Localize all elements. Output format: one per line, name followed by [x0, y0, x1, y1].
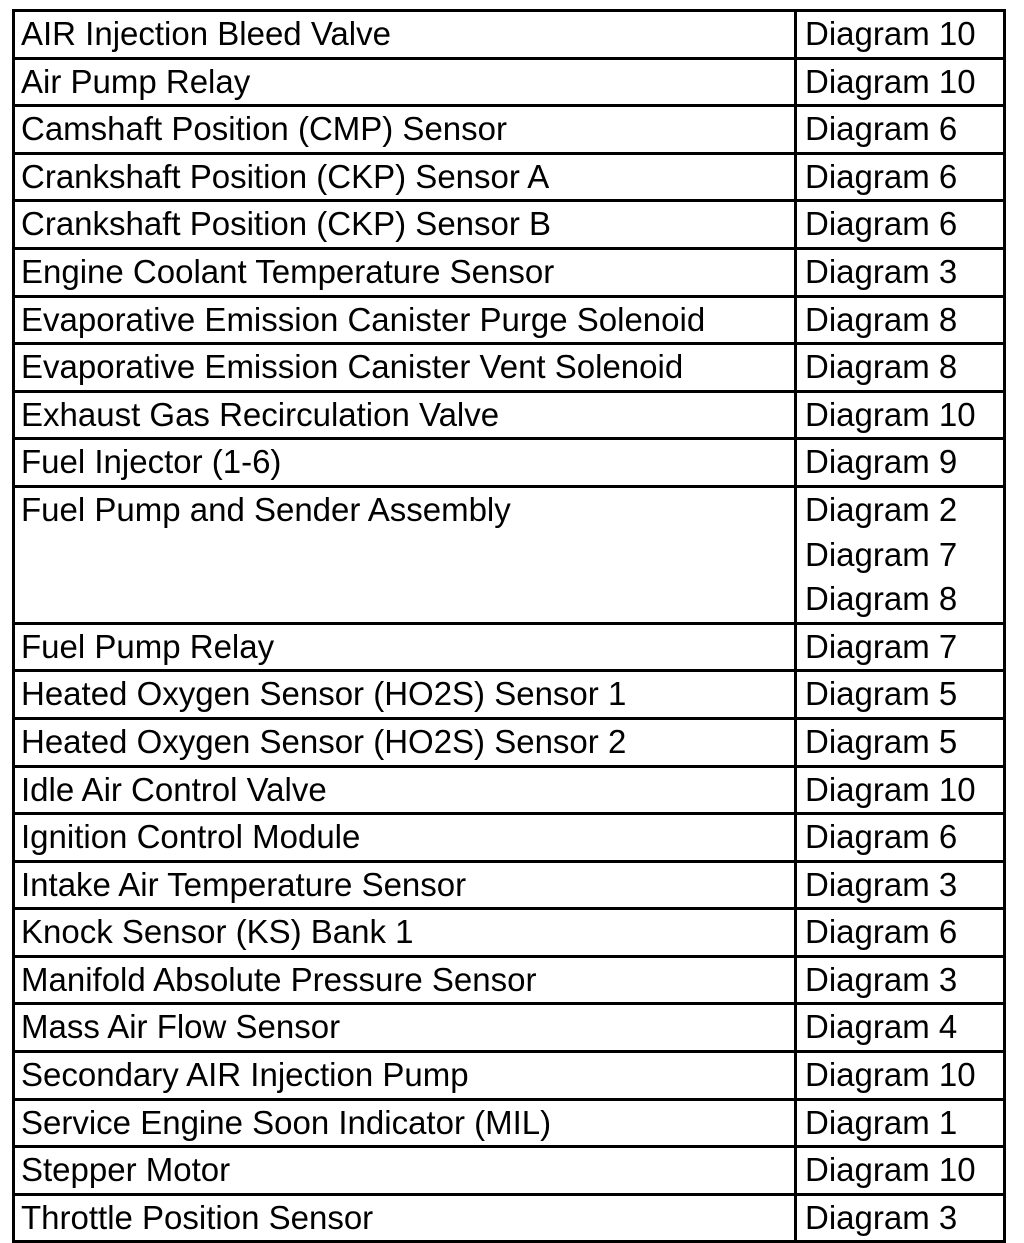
table-row	[14, 248, 1005, 296]
diagram-reference: Diagram 10	[805, 770, 976, 808]
diagram-reference: Diagram 10	[805, 15, 976, 52]
diagram-reference-cell	[796, 814, 1005, 862]
table-row	[14, 671, 1005, 719]
component-name-cell: Mass Air Flow Sensor	[14, 1004, 796, 1052]
diagram-reference-cell	[796, 201, 1005, 249]
table-body	[14, 11, 1005, 1242]
component-name-cell: Fuel Injector (1-6)	[14, 439, 796, 487]
diagram-reference: Diagram 6	[805, 913, 958, 951]
diagram-reference-cell	[796, 1099, 1005, 1147]
diagram-reference-cell	[796, 766, 1005, 814]
component-name-cell: Camshaft Position (CMP) Sensor	[14, 106, 796, 154]
diagram-reference: Diagram 8	[805, 300, 958, 338]
table-row	[14, 296, 1005, 344]
component-name-cell: Evaporative Emission Canister Vent Solenoid	[14, 344, 796, 392]
diagram-reference-cell	[796, 58, 1005, 106]
component-diagram-table	[12, 9, 1006, 1243]
diagram-reference: Diagram 3	[805, 960, 958, 998]
table-row	[14, 106, 1005, 154]
component-name-cell: Crankshaft Position (CKP) Sensor A	[14, 153, 796, 201]
table-row	[14, 1004, 1005, 1052]
diagram-reference-cell	[796, 391, 1005, 439]
component-name-cell: Throttle Position Sensor	[14, 1194, 796, 1242]
component-name-cell: Heated Oxygen Sensor (HO2S) Sensor 1	[14, 671, 796, 719]
component-name-cell: Evaporative Emission Canister Purge Solenoid	[14, 296, 796, 344]
component-name-cell: Secondary AIR Injection Pump	[14, 1052, 796, 1100]
diagram-reference-cell	[796, 956, 1005, 1004]
diagram-reference-cell	[796, 486, 1005, 623]
component-name-cell: Idle Air Control Valve	[14, 766, 796, 814]
table-row	[14, 766, 1005, 814]
diagram-reference-cell	[796, 861, 1005, 909]
diagram-reference-cell	[796, 671, 1005, 719]
diagram-reference-cell	[796, 106, 1005, 154]
table-row	[14, 718, 1005, 766]
diagram-reference: Diagram 6	[805, 110, 958, 148]
component-name-cell: AIR Injection Bleed Valve	[14, 11, 796, 59]
diagram-reference-cell	[796, 623, 1005, 671]
diagram-reference: Diagram 9	[805, 443, 958, 481]
diagram-reference-cell	[796, 11, 1005, 59]
diagram-reference: Diagram 3	[805, 252, 958, 290]
table-row	[14, 909, 1005, 957]
table-row	[14, 956, 1005, 1004]
diagram-reference-cell	[796, 909, 1005, 957]
component-diagram-table-wrapper	[12, 9, 1003, 1243]
diagram-reference: Diagram 6	[805, 157, 958, 195]
diagram-reference-cell	[796, 718, 1005, 766]
table-row	[14, 344, 1005, 392]
table-row	[14, 391, 1005, 439]
component-name-cell: Ignition Control Module	[14, 814, 796, 862]
table-row	[14, 623, 1005, 671]
component-name-cell: Manifold Absolute Pressure Sensor	[14, 956, 796, 1004]
component-name-cell: Fuel Pump Relay	[14, 623, 796, 671]
diagram-reference: Diagram 10	[805, 1056, 976, 1094]
diagram-reference-cell	[796, 1194, 1005, 1242]
diagram-reference-cell	[796, 296, 1005, 344]
diagram-reference: Diagram 2	[805, 490, 958, 528]
table-row	[14, 58, 1005, 106]
diagram-reference: Diagram 8	[805, 580, 958, 618]
diagram-reference: Diagram 7	[805, 627, 958, 665]
diagram-reference: Diagram 3	[805, 1198, 958, 1236]
component-name-cell: Intake Air Temperature Sensor	[14, 861, 796, 909]
table-row	[14, 1052, 1005, 1100]
component-name-cell: Fuel Pump and Sender Assembly	[14, 486, 796, 623]
component-name-cell: Air Pump Relay	[14, 58, 796, 106]
diagram-reference-cell	[796, 153, 1005, 201]
component-name-cell: Heated Oxygen Sensor (HO2S) Sensor 2	[14, 718, 796, 766]
table-row	[14, 153, 1005, 201]
diagram-reference: Diagram 1	[805, 1103, 958, 1141]
table-row	[14, 439, 1005, 487]
diagram-reference-cell	[796, 1004, 1005, 1052]
table-row	[14, 861, 1005, 909]
diagram-reference-cell	[796, 1147, 1005, 1195]
component-name-cell: Engine Coolant Temperature Sensor	[14, 248, 796, 296]
table-row	[14, 1194, 1005, 1242]
table-row	[14, 201, 1005, 249]
diagram-reference-cell	[796, 344, 1005, 392]
component-name-cell: Crankshaft Position (CKP) Sensor B	[14, 201, 796, 249]
diagram-reference-cell	[796, 439, 1005, 487]
diagram-reference: Diagram 10	[805, 1151, 976, 1189]
diagram-reference: Diagram 8	[805, 348, 958, 386]
diagram-reference-cell	[796, 248, 1005, 296]
diagram-reference: Diagram 5	[805, 722, 958, 760]
table-row	[14, 814, 1005, 862]
diagram-reference: Diagram 4	[805, 1008, 958, 1046]
table-row	[14, 11, 1005, 59]
diagram-reference: Diagram 7	[805, 535, 958, 573]
diagram-reference: Diagram 6	[805, 818, 958, 856]
diagram-reference: Diagram 6	[805, 205, 958, 243]
diagram-reference: Diagram 3	[805, 865, 958, 903]
table-row	[14, 486, 1005, 623]
component-name-cell: Stepper Motor	[14, 1147, 796, 1195]
component-name-cell: Exhaust Gas Recirculation Valve	[14, 391, 796, 439]
diagram-reference: Diagram 10	[805, 62, 976, 100]
table-row	[14, 1099, 1005, 1147]
diagram-reference: Diagram 10	[805, 395, 976, 433]
component-name-cell: Knock Sensor (KS) Bank 1	[14, 909, 796, 957]
diagram-reference-cell	[796, 1052, 1005, 1100]
table-row	[14, 1147, 1005, 1195]
diagram-reference: Diagram 5	[805, 675, 958, 713]
component-name-cell: Service Engine Soon Indicator (MIL)	[14, 1099, 796, 1147]
